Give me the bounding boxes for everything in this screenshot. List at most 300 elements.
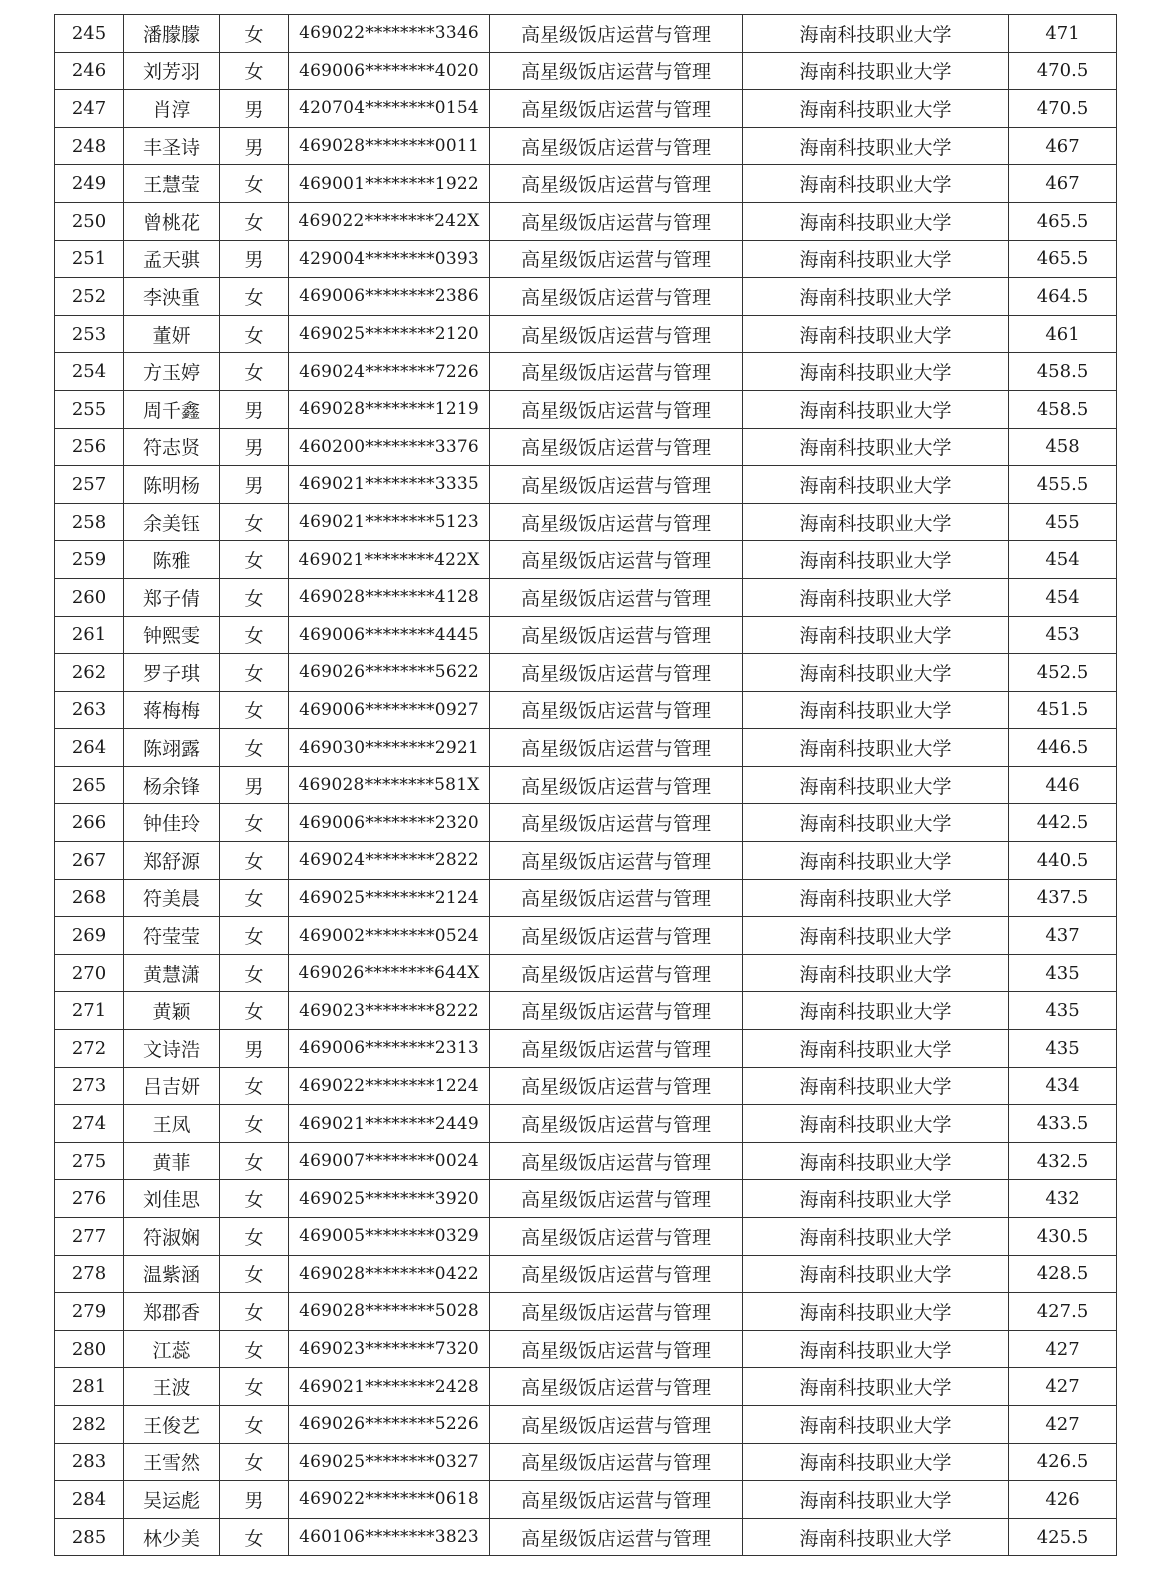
row-number: 249 [55, 165, 124, 203]
row-number: 281 [55, 1368, 124, 1406]
row-number: 265 [55, 766, 124, 804]
school-name: 海南科技职业大学 [743, 278, 1009, 316]
student-name: 王雪然 [124, 1443, 220, 1481]
table-row [55, 879, 1117, 917]
score-cell: 427 [1009, 1368, 1117, 1406]
row-number: 247 [55, 90, 124, 128]
score-cell: 430.5 [1009, 1218, 1117, 1256]
table-row [55, 278, 1117, 316]
table-body [55, 15, 1117, 1556]
gender-cell: 女 [220, 15, 289, 53]
id-number: 469025********2120 [289, 315, 490, 353]
school-name: 海南科技职业大学 [743, 15, 1009, 53]
score-cell: 437 [1009, 917, 1117, 955]
id-number: 469021********3335 [289, 466, 490, 504]
school-name: 海南科技职业大学 [743, 127, 1009, 165]
student-name: 余美钰 [124, 503, 220, 541]
score-cell: 428.5 [1009, 1255, 1117, 1293]
school-name: 海南科技职业大学 [743, 90, 1009, 128]
major-name: 高星级饭店运营与管理 [490, 992, 743, 1030]
student-name: 刘芳羽 [124, 52, 220, 90]
student-name: 王慧莹 [124, 165, 220, 203]
major-name: 高星级饭店运营与管理 [490, 766, 743, 804]
score-cell: 433.5 [1009, 1105, 1117, 1143]
id-number: 469028********0011 [289, 127, 490, 165]
table-row [55, 1142, 1117, 1180]
school-name: 海南科技职业大学 [743, 503, 1009, 541]
table-row [55, 90, 1117, 128]
row-number: 273 [55, 1067, 124, 1105]
row-number: 253 [55, 315, 124, 353]
student-name: 郑郡香 [124, 1293, 220, 1331]
major-name: 高星级饭店运营与管理 [490, 240, 743, 278]
score-cell: 426.5 [1009, 1443, 1117, 1481]
school-name: 海南科技职业大学 [743, 1330, 1009, 1368]
student-name: 江蕊 [124, 1330, 220, 1368]
id-number: 469021********2449 [289, 1105, 490, 1143]
id-number: 469022********242X [289, 202, 490, 240]
school-name: 海南科技职业大学 [743, 954, 1009, 992]
id-number: 469006********4445 [289, 616, 490, 654]
gender-cell: 男 [220, 466, 289, 504]
score-cell: 453 [1009, 616, 1117, 654]
gender-cell: 女 [220, 1180, 289, 1218]
school-name: 海南科技职业大学 [743, 1142, 1009, 1180]
school-name: 海南科技职业大学 [743, 202, 1009, 240]
id-number: 469021********5123 [289, 503, 490, 541]
id-number: 469028********4128 [289, 578, 490, 616]
row-number: 245 [55, 15, 124, 53]
school-name: 海南科技职业大学 [743, 691, 1009, 729]
id-number: 469022********1224 [289, 1067, 490, 1105]
major-name: 高星级饭店运营与管理 [490, 729, 743, 767]
major-name: 高星级饭店运营与管理 [490, 353, 743, 391]
table-row [55, 315, 1117, 353]
score-cell: 425.5 [1009, 1518, 1117, 1556]
row-number: 280 [55, 1330, 124, 1368]
row-number: 274 [55, 1105, 124, 1143]
id-number: 469025********3920 [289, 1180, 490, 1218]
school-name: 海南科技职业大学 [743, 992, 1009, 1030]
major-name: 高星级饭店运营与管理 [490, 466, 743, 504]
major-name: 高星级饭店运营与管理 [490, 127, 743, 165]
score-cell: 458.5 [1009, 390, 1117, 428]
score-cell: 427 [1009, 1405, 1117, 1443]
score-cell: 465.5 [1009, 202, 1117, 240]
major-name: 高星级饭店运营与管理 [490, 541, 743, 579]
id-number: 469028********0422 [289, 1255, 490, 1293]
major-name: 高星级饭店运营与管理 [490, 90, 743, 128]
score-cell: 461 [1009, 315, 1117, 353]
student-name: 肖淳 [124, 90, 220, 128]
table-row [55, 1405, 1117, 1443]
major-name: 高星级饭店运营与管理 [490, 804, 743, 842]
gender-cell: 男 [220, 127, 289, 165]
row-number: 277 [55, 1218, 124, 1256]
row-number: 268 [55, 879, 124, 917]
school-name: 海南科技职业大学 [743, 1481, 1009, 1519]
row-number: 260 [55, 578, 124, 616]
row-number: 278 [55, 1255, 124, 1293]
id-number: 469024********7226 [289, 353, 490, 391]
id-number: 469006********2313 [289, 1030, 490, 1068]
score-cell: 440.5 [1009, 842, 1117, 880]
major-name: 高星级饭店运营与管理 [490, 1218, 743, 1256]
id-number: 469025********2124 [289, 879, 490, 917]
id-number: 420704********0154 [289, 90, 490, 128]
student-name: 黄菲 [124, 1142, 220, 1180]
row-number: 272 [55, 1030, 124, 1068]
student-name: 林少美 [124, 1518, 220, 1556]
gender-cell: 女 [220, 1142, 289, 1180]
table-row [55, 52, 1117, 90]
id-number: 469021********2428 [289, 1368, 490, 1406]
gender-cell: 女 [220, 1255, 289, 1293]
table-row [55, 917, 1117, 955]
student-name: 刘佳思 [124, 1180, 220, 1218]
row-number: 256 [55, 428, 124, 466]
score-cell: 454 [1009, 541, 1117, 579]
row-number: 258 [55, 503, 124, 541]
row-number: 284 [55, 1481, 124, 1519]
score-cell: 455 [1009, 503, 1117, 541]
major-name: 高星级饭店运营与管理 [490, 1030, 743, 1068]
table-row [55, 390, 1117, 428]
score-cell: 427 [1009, 1330, 1117, 1368]
major-name: 高星级饭店运营与管理 [490, 1443, 743, 1481]
major-name: 高星级饭店运营与管理 [490, 1067, 743, 1105]
score-cell: 432 [1009, 1180, 1117, 1218]
school-name: 海南科技职业大学 [743, 578, 1009, 616]
gender-cell: 女 [220, 578, 289, 616]
table-row [55, 616, 1117, 654]
id-number: 469030********2921 [289, 729, 490, 767]
school-name: 海南科技职业大学 [743, 466, 1009, 504]
row-number: 246 [55, 52, 124, 90]
row-number: 259 [55, 541, 124, 579]
score-cell: 442.5 [1009, 804, 1117, 842]
student-name: 符莹莹 [124, 917, 220, 955]
student-name: 潘朦朦 [124, 15, 220, 53]
school-name: 海南科技职业大学 [743, 541, 1009, 579]
major-name: 高星级饭店运营与管理 [490, 278, 743, 316]
score-cell: 427.5 [1009, 1293, 1117, 1331]
row-number: 282 [55, 1405, 124, 1443]
school-name: 海南科技职业大学 [743, 315, 1009, 353]
major-name: 高星级饭店运营与管理 [490, 842, 743, 880]
table-row [55, 729, 1117, 767]
id-number: 429004********0393 [289, 240, 490, 278]
gender-cell: 女 [220, 917, 289, 955]
gender-cell: 女 [220, 1518, 289, 1556]
student-name: 方玉婷 [124, 353, 220, 391]
student-name: 罗子琪 [124, 654, 220, 692]
score-cell: 467 [1009, 165, 1117, 203]
id-number: 469006********2386 [289, 278, 490, 316]
id-number: 469026********5226 [289, 1405, 490, 1443]
row-number: 266 [55, 804, 124, 842]
gender-cell: 女 [220, 1443, 289, 1481]
school-name: 海南科技职业大学 [743, 1180, 1009, 1218]
school-name: 海南科技职业大学 [743, 879, 1009, 917]
major-name: 高星级饭店运营与管理 [490, 954, 743, 992]
table-row [55, 1067, 1117, 1105]
table-row [55, 1443, 1117, 1481]
gender-cell: 女 [220, 503, 289, 541]
row-number: 264 [55, 729, 124, 767]
student-name: 陈明杨 [124, 466, 220, 504]
school-name: 海南科技职业大学 [743, 390, 1009, 428]
row-number: 261 [55, 616, 124, 654]
row-number: 285 [55, 1518, 124, 1556]
school-name: 海南科技职业大学 [743, 842, 1009, 880]
school-name: 海南科技职业大学 [743, 1443, 1009, 1481]
student-name: 李泱重 [124, 278, 220, 316]
gender-cell: 女 [220, 616, 289, 654]
id-number: 469028********581X [289, 766, 490, 804]
table-row [55, 804, 1117, 842]
table-row [55, 15, 1117, 53]
major-name: 高星级饭店运营与管理 [490, 616, 743, 654]
student-name: 王波 [124, 1368, 220, 1406]
table-row [55, 466, 1117, 504]
major-name: 高星级饭店运营与管理 [490, 879, 743, 917]
row-number: 248 [55, 127, 124, 165]
student-name: 蒋梅梅 [124, 691, 220, 729]
table-row [55, 202, 1117, 240]
gender-cell: 女 [220, 842, 289, 880]
gender-cell: 女 [220, 541, 289, 579]
major-name: 高星级饭店运营与管理 [490, 691, 743, 729]
score-cell: 458.5 [1009, 353, 1117, 391]
id-number: 469028********1219 [289, 390, 490, 428]
gender-cell: 女 [220, 1368, 289, 1406]
row-number: 270 [55, 954, 124, 992]
major-name: 高星级饭店运营与管理 [490, 1142, 743, 1180]
major-name: 高星级饭店运营与管理 [490, 428, 743, 466]
gender-cell: 女 [220, 353, 289, 391]
table-row [55, 1218, 1117, 1256]
gender-cell: 女 [220, 992, 289, 1030]
gender-cell: 女 [220, 1405, 289, 1443]
score-cell: 435 [1009, 992, 1117, 1030]
id-number: 469024********2822 [289, 842, 490, 880]
row-number: 279 [55, 1293, 124, 1331]
gender-cell: 男 [220, 1481, 289, 1519]
major-name: 高星级饭店运营与管理 [490, 503, 743, 541]
major-name: 高星级饭店运营与管理 [490, 390, 743, 428]
score-cell: 426 [1009, 1481, 1117, 1519]
major-name: 高星级饭店运营与管理 [490, 202, 743, 240]
school-name: 海南科技职业大学 [743, 52, 1009, 90]
admission-list-table [54, 14, 1117, 1556]
school-name: 海南科技职业大学 [743, 1518, 1009, 1556]
score-cell: 451.5 [1009, 691, 1117, 729]
score-cell: 455.5 [1009, 466, 1117, 504]
school-name: 海南科技职业大学 [743, 654, 1009, 692]
table-row [55, 1518, 1117, 1556]
id-number: 469002********0524 [289, 917, 490, 955]
student-name: 符美晨 [124, 879, 220, 917]
gender-cell: 男 [220, 390, 289, 428]
gender-cell: 女 [220, 315, 289, 353]
major-name: 高星级饭店运营与管理 [490, 654, 743, 692]
school-name: 海南科技职业大学 [743, 1218, 1009, 1256]
school-name: 海南科技职业大学 [743, 766, 1009, 804]
major-name: 高星级饭店运营与管理 [490, 1105, 743, 1143]
gender-cell: 女 [220, 879, 289, 917]
school-name: 海南科技职业大学 [743, 1368, 1009, 1406]
gender-cell: 女 [220, 729, 289, 767]
id-number: 469026********5622 [289, 654, 490, 692]
table-row [55, 1255, 1117, 1293]
row-number: 283 [55, 1443, 124, 1481]
school-name: 海南科技职业大学 [743, 616, 1009, 654]
score-cell: 452.5 [1009, 654, 1117, 692]
score-cell: 464.5 [1009, 278, 1117, 316]
student-name: 黄颖 [124, 992, 220, 1030]
table-row [55, 1105, 1117, 1143]
table-row [55, 766, 1117, 804]
row-number: 263 [55, 691, 124, 729]
student-name: 黄慧潇 [124, 954, 220, 992]
student-name: 丰圣诗 [124, 127, 220, 165]
major-name: 高星级饭店运营与管理 [490, 315, 743, 353]
student-name: 吴运彪 [124, 1481, 220, 1519]
school-name: 海南科技职业大学 [743, 240, 1009, 278]
major-name: 高星级饭店运营与管理 [490, 917, 743, 955]
row-number: 269 [55, 917, 124, 955]
major-name: 高星级饭店运营与管理 [490, 52, 743, 90]
row-number: 257 [55, 466, 124, 504]
table-row [55, 954, 1117, 992]
major-name: 高星级饭店运营与管理 [490, 15, 743, 53]
row-number: 262 [55, 654, 124, 692]
major-name: 高星级饭店运营与管理 [490, 1180, 743, 1218]
major-name: 高星级饭店运营与管理 [490, 165, 743, 203]
school-name: 海南科技职业大学 [743, 917, 1009, 955]
row-number: 252 [55, 278, 124, 316]
school-name: 海南科技职业大学 [743, 729, 1009, 767]
table-row [55, 1368, 1117, 1406]
id-number: 469006********2320 [289, 804, 490, 842]
gender-cell: 男 [220, 90, 289, 128]
gender-cell: 男 [220, 240, 289, 278]
id-number: 469023********7320 [289, 1330, 490, 1368]
table-row [55, 578, 1117, 616]
table-row [55, 1180, 1117, 1218]
score-cell: 467 [1009, 127, 1117, 165]
student-name: 周千鑫 [124, 390, 220, 428]
id-number: 469005********0329 [289, 1218, 490, 1256]
gender-cell: 女 [220, 1067, 289, 1105]
score-cell: 435 [1009, 1030, 1117, 1068]
row-number: 271 [55, 992, 124, 1030]
student-name: 王俊艺 [124, 1405, 220, 1443]
score-cell: 471 [1009, 15, 1117, 53]
gender-cell: 女 [220, 1293, 289, 1331]
table-row [55, 842, 1117, 880]
student-name: 曾桃花 [124, 202, 220, 240]
score-cell: 470.5 [1009, 52, 1117, 90]
score-cell: 435 [1009, 954, 1117, 992]
gender-cell: 女 [220, 278, 289, 316]
major-name: 高星级饭店运营与管理 [490, 1481, 743, 1519]
major-name: 高星级饭店运营与管理 [490, 1293, 743, 1331]
score-cell: 458 [1009, 428, 1117, 466]
student-name: 吕吉妍 [124, 1067, 220, 1105]
id-number: 469026********644X [289, 954, 490, 992]
table-row [55, 165, 1117, 203]
student-name: 钟佳玲 [124, 804, 220, 842]
school-name: 海南科技职业大学 [743, 1105, 1009, 1143]
gender-cell: 男 [220, 766, 289, 804]
id-number: 469028********5028 [289, 1293, 490, 1331]
table-row [55, 1293, 1117, 1331]
student-name: 郑子倩 [124, 578, 220, 616]
major-name: 高星级饭店运营与管理 [490, 578, 743, 616]
row-number: 250 [55, 202, 124, 240]
student-name: 陈翊露 [124, 729, 220, 767]
table-row [55, 503, 1117, 541]
table-row [55, 428, 1117, 466]
score-cell: 446 [1009, 766, 1117, 804]
row-number: 275 [55, 1142, 124, 1180]
school-name: 海南科技职业大学 [743, 428, 1009, 466]
id-number: 469022********3346 [289, 15, 490, 53]
major-name: 高星级饭店运营与管理 [490, 1518, 743, 1556]
score-cell: 434 [1009, 1067, 1117, 1105]
table-row [55, 240, 1117, 278]
score-cell: 454 [1009, 578, 1117, 616]
gender-cell: 女 [220, 165, 289, 203]
gender-cell: 女 [220, 202, 289, 240]
gender-cell: 男 [220, 428, 289, 466]
id-number: 469007********0024 [289, 1142, 490, 1180]
score-cell: 437.5 [1009, 879, 1117, 917]
id-number: 469006********4020 [289, 52, 490, 90]
student-name: 钟熙雯 [124, 616, 220, 654]
school-name: 海南科技职业大学 [743, 1405, 1009, 1443]
gender-cell: 女 [220, 1105, 289, 1143]
student-name: 杨余锋 [124, 766, 220, 804]
student-name: 王凤 [124, 1105, 220, 1143]
gender-cell: 女 [220, 1330, 289, 1368]
student-name: 温紫涵 [124, 1255, 220, 1293]
school-name: 海南科技职业大学 [743, 1030, 1009, 1068]
id-number: 469023********8222 [289, 992, 490, 1030]
school-name: 海南科技职业大学 [743, 804, 1009, 842]
id-number: 469021********422X [289, 541, 490, 579]
table-row [55, 654, 1117, 692]
table-row [55, 992, 1117, 1030]
row-number: 251 [55, 240, 124, 278]
student-name: 符淑娴 [124, 1218, 220, 1256]
gender-cell: 女 [220, 804, 289, 842]
school-name: 海南科技职业大学 [743, 1255, 1009, 1293]
student-name: 陈雅 [124, 541, 220, 579]
major-name: 高星级饭店运营与管理 [490, 1330, 743, 1368]
score-cell: 470.5 [1009, 90, 1117, 128]
row-number: 254 [55, 353, 124, 391]
gender-cell: 女 [220, 1218, 289, 1256]
student-name: 郑舒源 [124, 842, 220, 880]
gender-cell: 女 [220, 52, 289, 90]
score-cell: 446.5 [1009, 729, 1117, 767]
school-name: 海南科技职业大学 [743, 353, 1009, 391]
student-name: 董妍 [124, 315, 220, 353]
table-row [55, 1481, 1117, 1519]
